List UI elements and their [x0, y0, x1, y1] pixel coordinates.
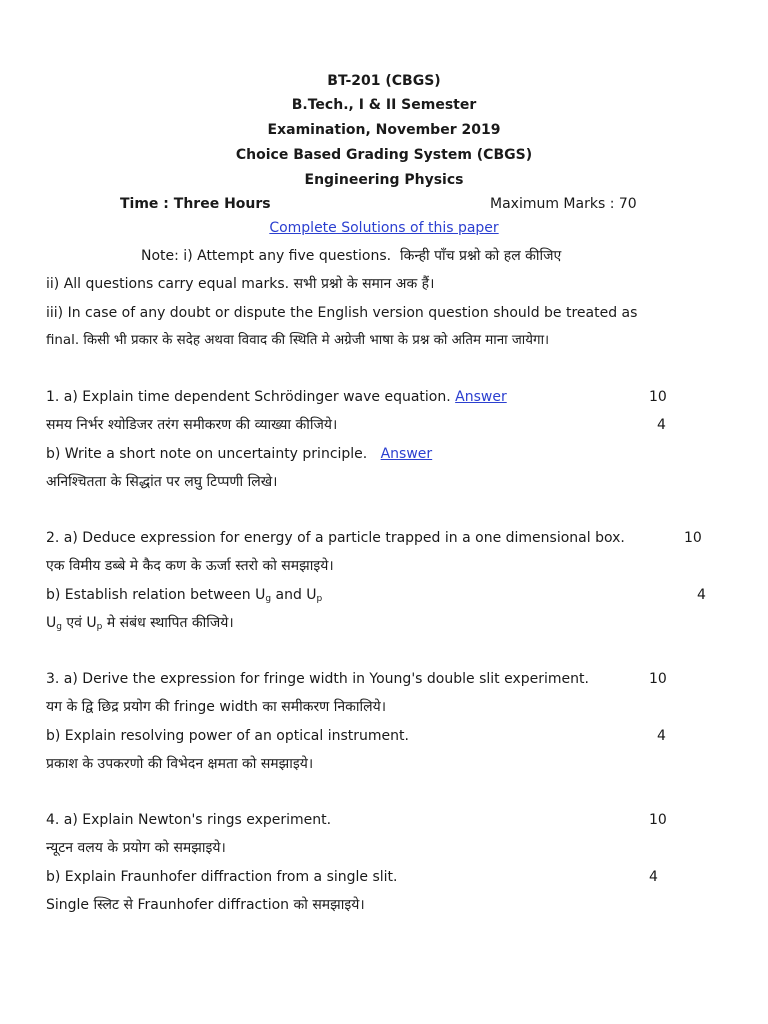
q1a-hindi-marks: 4 [657, 417, 666, 433]
time-label: Time : Three Hours [120, 196, 271, 212]
exam-title: Examination, November 2019 [267, 122, 501, 138]
q1a-answer-link[interactable]: Answer [455, 389, 507, 405]
q2b-hindi-post: मे संबंध स्थापित कीजिये। [102, 615, 234, 631]
q1b-text: b) Write a short note on uncertainty principle. [46, 446, 368, 462]
q4a-marks: 10 [649, 812, 667, 828]
q2b-hindi-mid: एवं U [61, 615, 97, 631]
course-title: B.Tech., I & II Semester [291, 97, 477, 113]
grading-system: Choice Based Grading System (CBGS) [235, 147, 533, 163]
q2b-hindi-u1: U [46, 615, 57, 631]
q4a-hindi: न्यूटन वलय के प्रयोग को समझाइये। [46, 840, 226, 856]
q3b-english: b) Explain resolving power of an optical instrument. [46, 728, 409, 744]
q2a-marks: 10 [684, 530, 702, 546]
q2b-pre: b) Establish relation between U [46, 587, 266, 603]
note-1-english: Note: i) Attempt any five questions. [141, 248, 392, 264]
q3a-english: 3. a) Derive the expression for fringe width in Young's double slit experiment. [46, 671, 589, 687]
q4b-hindi: Single स्लिट से Fraunhofer diffraction को समझाइये। [46, 897, 365, 913]
q1a-marks: 10 [649, 389, 667, 405]
max-marks-label: Maximum Marks : 70 [490, 196, 637, 212]
note-1-hindi: किन्ही पाँच प्रश्नो को हल कीजिए [400, 248, 562, 264]
q2b-hindi-sub-p: p [96, 622, 103, 632]
solutions-link[interactable]: Complete Solutions of this paper [269, 220, 499, 236]
q2b-mid: and U [271, 587, 317, 603]
q1a-english [46, 388, 507, 406]
q4b-english: b) Explain Fraunhofer diffraction from a single slit. [46, 869, 398, 885]
note-3-line-1: iii) In case of any doubt or dispute the English version question should be treated as [46, 305, 638, 321]
q2b-hindi [46, 614, 234, 632]
q1a-hindi: समय निर्भर श्योडिजर तरंग समीकरण की व्याख्या कीजिये। [46, 417, 338, 433]
q3b-hindi: प्रकाश के उपकरणो की विभेदन क्षमता को समझाइये। [46, 756, 314, 772]
note-2: ii) All questions carry equal marks. सभी प्रश्नो के समान अक हैं। [46, 276, 435, 292]
q3a-marks: 10 [649, 671, 667, 687]
paper-code: BT-201 (CBGS) [327, 73, 441, 89]
q4b-marks: 4 [649, 869, 658, 885]
q2b-sub-g: g [265, 594, 272, 604]
q4a-english: 4. a) Explain Newton's rings experiment. [46, 812, 332, 828]
q2b-marks: 4 [697, 587, 706, 603]
q1b-english [46, 445, 432, 463]
q1b-answer-link[interactable]: Answer [380, 446, 433, 462]
q3a-hindi: यग के द्वि छिद्र प्रयोग की fringe width का समीकरण निकालिये। [46, 699, 387, 715]
q2a-english: 2. a) Deduce expression for energy of a particle trapped in a one dimensional box. [46, 530, 625, 546]
q2b-hindi-sub-g: g [56, 622, 62, 632]
q1b-hindi: अनिश्चितता के सिद्धांत पर लघु टिप्पणी लिखे। [46, 474, 278, 490]
q2a-hindi: एक विमीय डब्बे मे कैद कण के ऊर्जा स्तरो को समझाइये। [46, 558, 334, 574]
subject-title: Engineering Physics [304, 172, 464, 188]
q2b-sub-p: p [316, 594, 323, 604]
note-1 [141, 247, 561, 265]
note-3-line-2: final. किसी भी प्रकार के सदेह अथवा विवाद की स्थिति मे अग्रेजी भाषा के प्रश्न को अतिम माना जायेगा। [46, 333, 550, 348]
q3b-marks: 4 [657, 728, 666, 744]
q1a-text: 1. a) Explain time dependent Schrödinger wave equation. [46, 389, 451, 405]
q2b-english [46, 586, 322, 604]
